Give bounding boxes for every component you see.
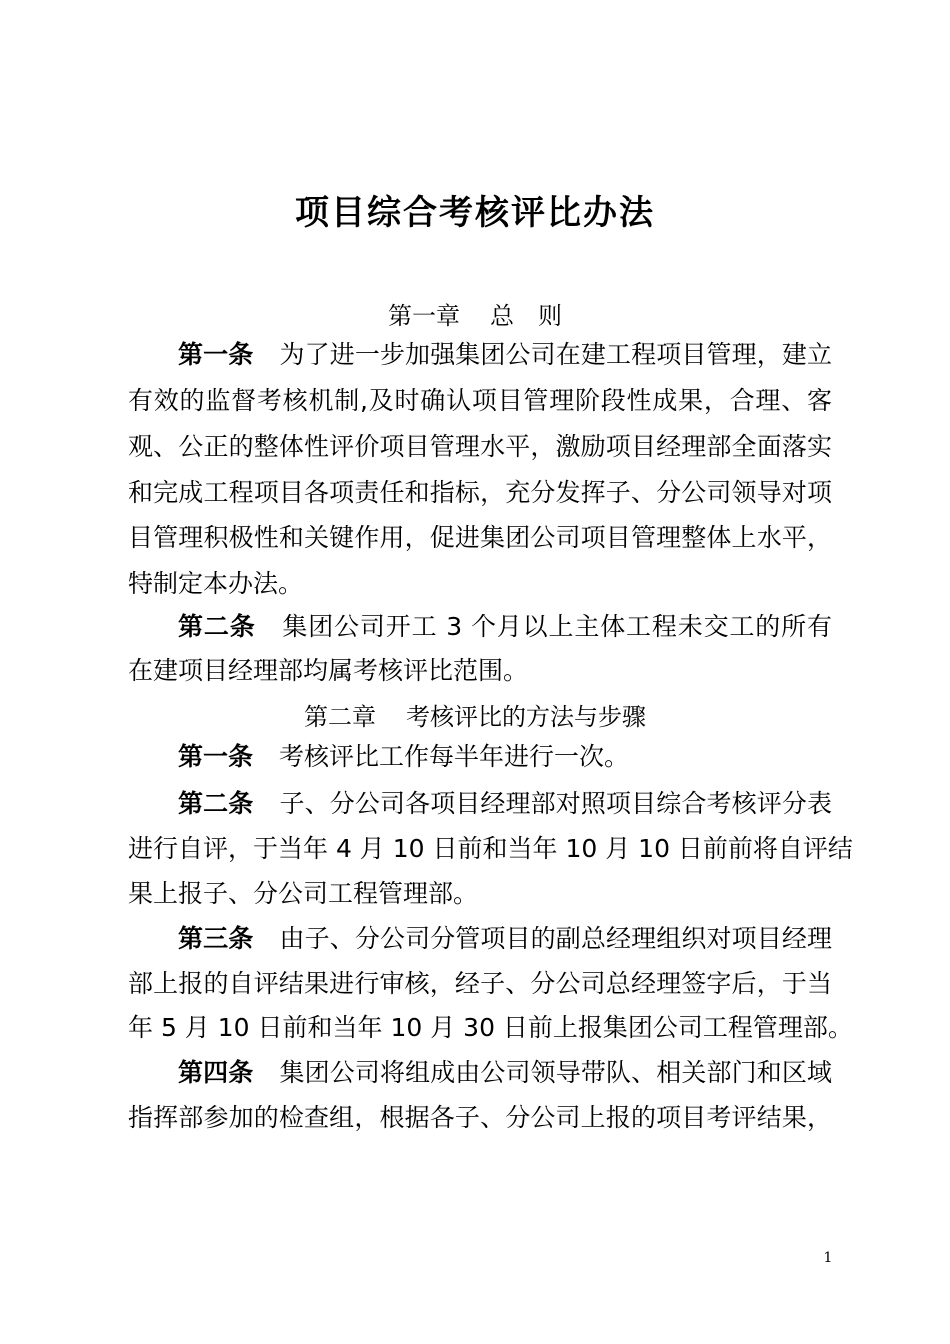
- article-number: 第二条: [178, 612, 256, 641]
- chapter-number: 第二章: [304, 703, 376, 731]
- article-line: 和完成工程项目各项责任和指标，充分发挥子、分公司领导对项: [128, 478, 832, 507]
- article-text: 集团公司将组成由公司领导带队、相关部门和区域: [279, 1058, 832, 1087]
- article-line: 有效的监督考核机制,及时确认项目管理阶段性成果，合理、客: [128, 386, 832, 415]
- article-line: 目管理积极性和关键作用，促进集团公司项目管理整体上水平，: [128, 523, 832, 552]
- chapter-title: 考核评比的方法与步骤: [406, 703, 646, 731]
- article-number: 第一条: [178, 340, 254, 369]
- page-number: 1: [823, 1250, 833, 1266]
- article-number: 第三条: [178, 924, 254, 953]
- article-line: [178, 781, 832, 827]
- chapter-heading: [0, 697, 950, 737]
- article-line: 指挥部参加的检查组，根据各子、分公司上报的项目考评结果，: [128, 1103, 832, 1132]
- article-line: [178, 916, 832, 962]
- article-text: 子、分公司各项目经理部对照项目综合考核评分表: [279, 789, 832, 818]
- article-line: 观、公正的整体性评价项目管理水平，激励项目经理部全面落实: [128, 432, 832, 461]
- article-line: [178, 604, 832, 650]
- article-number: 第一条: [178, 742, 254, 771]
- article-line: 部上报的自评结果进行审核，经子、分公司总经理签字后，于当: [128, 969, 832, 998]
- article-number: 第四条: [178, 1058, 254, 1087]
- article-text: 由子、分公司分管项目的副总经理组织对项目经理: [279, 924, 832, 953]
- document-title: 项目综合考核评比办法: [295, 193, 655, 233]
- article-text: 为了进一步加强集团公司在建工程项目管理，建立: [279, 340, 832, 369]
- article-text: 集团公司开工 3 个月以上主体工程未交工的所有: [281, 612, 832, 641]
- article-line: 年 5 月 10 日前和当年 10 月 30 日前上报集团公司工程管理部。: [128, 1013, 853, 1042]
- article-line: [178, 332, 832, 378]
- article-line: [178, 734, 832, 780]
- chapter-number: 第一章: [388, 302, 460, 330]
- article-line: 在建项目经理部均属考核评比范围。: [128, 656, 529, 685]
- article-line: 果上报子、分公司工程管理部。: [128, 879, 479, 908]
- chapter-heading: [0, 296, 950, 336]
- article-text: 考核评比工作每半年进行一次。: [279, 742, 630, 771]
- article-number: 第二条: [178, 789, 254, 818]
- chapter-title: 总 则: [490, 302, 562, 330]
- article-line: 进行自评，于当年 4 月 10 日前和当年 10 月 10 日前前将自评结: [128, 834, 853, 863]
- article-line: 特制定本办法。: [128, 569, 304, 598]
- article-line: [178, 1050, 832, 1096]
